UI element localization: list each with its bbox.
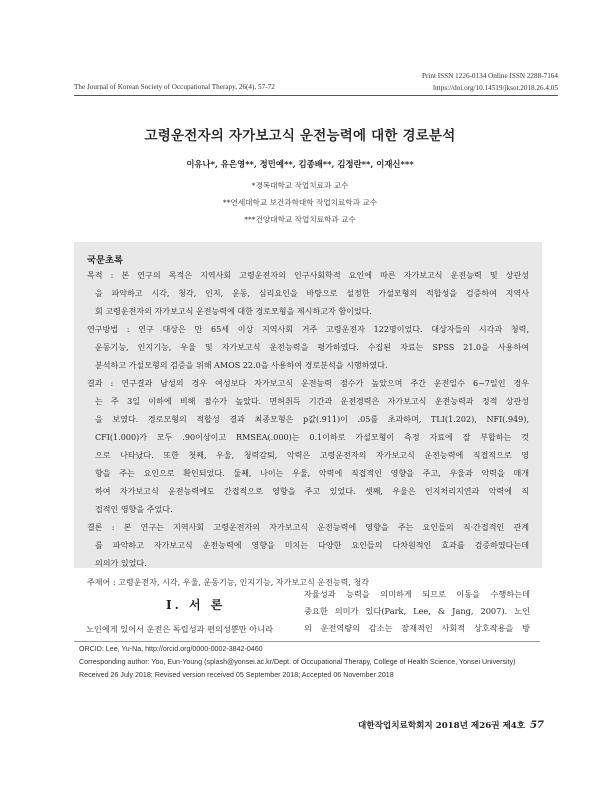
abstract-line: 의의가 있었다. <box>95 559 147 568</box>
body-text: 노인에게 있어서 운전은 독립성과 편의성뿐만 아니라 <box>86 624 274 634</box>
abstract-line: 결과 : 연구결과 남성의 경우 여성보다 자가보고식 운전능력 점수가 높았으며 주간 운전일수 6~7일인 경우 <box>87 379 529 388</box>
body-text: 자율성과 능력을 의미하게 되므로 이동을 수행하는데 <box>304 589 530 599</box>
abstract-line: 접적인 영향을 주었다. <box>95 505 173 514</box>
abstract-line: 는 주 3일 이하에 비해 점수가 높았다. 면허취득 기간과 운전경력은 자가보고식 운전능력과 정적 상관성 <box>95 397 529 406</box>
doi-link[interactable]: https://doi.org/10.14519/jksot.2018.26.4.05 <box>433 84 558 92</box>
abstract-line: 향을 주는 요인으로 확인되었다. 둘째, 나이는 우울, 악력에 직접적인 영향을 주고, 우울과 악력을 매개 <box>95 469 529 478</box>
affiliation: **연세대학교 보건과학대학 작업치료학과 교수 <box>222 198 378 207</box>
section-heading: Ⅰ. 서 론 <box>166 598 226 612</box>
footnote-rule <box>74 641 540 642</box>
abstract-line: 목적 : 본 연구의 목적은 지역사회 고령운전자의 인구사회학적 요인에 따른 자가보고식 운전능력 및 상관성 <box>87 271 529 280</box>
page-footer <box>358 719 544 731</box>
received-dates: Received 26 July 2018; Revised version received 05 September 2018; Accepted 06 November 2018 <box>79 671 394 679</box>
issn: Print ISSN 1226-0134 Online ISSN 2288-7164 <box>422 72 558 80</box>
abstract-line: 으로 나타났다. 또한 첫째, 우울, 청력감퇴, 악력은 고령운전자의 자가보고식 운전능력에 직접적으로 영 <box>95 451 529 460</box>
author-list: 이유나*, 유은영**, 정민예**, 김종배**, 김정란**, 이재신*** <box>186 159 414 169</box>
abstract-line: 회 고령운전자의 자가보고식 운전능력에 대한 경로모형을 제시하고자 함이었다. <box>95 307 372 316</box>
abstract-line: 하여 자가보고식 운전능력에도 간접적으로 영향을 주고 있었다. 셋째, 우울은 인지처리지연과 악력에 직 <box>95 487 529 496</box>
header-rule <box>74 95 558 96</box>
body-text: 중요한 의미가 있다(Park, Lee, & Jang, 2007). 노인 <box>304 606 530 616</box>
affiliation: *경복대학교 작업치료과 교수 <box>251 181 349 190</box>
corresponding-author: Corresponding author: Yoo, Eun-Young (splash@yonsei.ac.kr/Dept. of Occupational Therapy, College of Health Science, Yonsei University) <box>79 658 516 666</box>
abstract-line: 운동기능, 인지기능, 우울 및 자가보고식 운전능력을 평가하였다. 수집된 자료는 SPSS 21.0을 사용하여 <box>95 343 529 352</box>
abstract-line: 을 보였다. 경로모형의 적합성 결과 최종모형은 p값(.911)이 .05를 초과하며, TLI(1.202), NFI(.949), <box>95 415 529 424</box>
abstract-heading: 국문초록 <box>87 255 123 266</box>
issn-line <box>422 71 558 93</box>
affiliation: ***건양대학교 작업치료학과 교수 <box>244 215 356 224</box>
abstract-line: 를 파악하고 자가보고식 운전능력에 영향을 미치는 다양한 요인들의 다차원적인 효과를 검증하였다는데 <box>95 541 529 550</box>
abstract-line: 분석하고 가설모형의 검증을 위해 AMOS 22.0을 사용하여 경로분석을 시행하였다. <box>95 361 388 370</box>
abstract-line: CFI(1.000)가 모두 .90이상이고 RMSEA(.000)는 0.1이하로 가설모형이 측정 자료에 잘 부합하는 것 <box>95 433 529 442</box>
journal-info: The Journal of Korean Society of Occupational Therapy, 26(4), 57-72 <box>74 83 275 91</box>
body-text: 의 운전역량의 감소는 잠재적인 사회적 상호작용을 방 <box>304 623 530 633</box>
orcid-footnote: ORCID: Lee, Yu-Na, http://orcid.org/0000-0002-3842-0460 <box>79 645 263 653</box>
article-title: 고령운전자의 자가보고식 운전능력에 대한 경로분석 <box>144 128 456 144</box>
keywords: 주제어 : 고령운전자, 시각, 우울, 운동기능, 인지기능, 자가보고식 운전능력, 청각 <box>87 578 370 587</box>
footer-journal: 대한작업치료학회지 2018년 제26권 제4호 <box>358 721 526 731</box>
abstract-line: 결론 : 본 연구는 지역사회 고령운전자의 자가보고식 운전능력에 영향을 주는 요인들의 직·간접적인 관계 <box>87 523 529 532</box>
abstract-line: 을 파악하고 시각, 청각, 인지, 운동, 심리요인을 바탕으로 설정한 가설모형의 적합성을 검증하여 지역사 <box>95 289 529 298</box>
abstract-line: 연구방법 : 연구 대상은 만 65세 이상 지역사회 거주 고령운전자 122명이었다. 대상자들의 시각과 청력, <box>87 325 529 334</box>
page-number: 57 <box>530 720 544 731</box>
